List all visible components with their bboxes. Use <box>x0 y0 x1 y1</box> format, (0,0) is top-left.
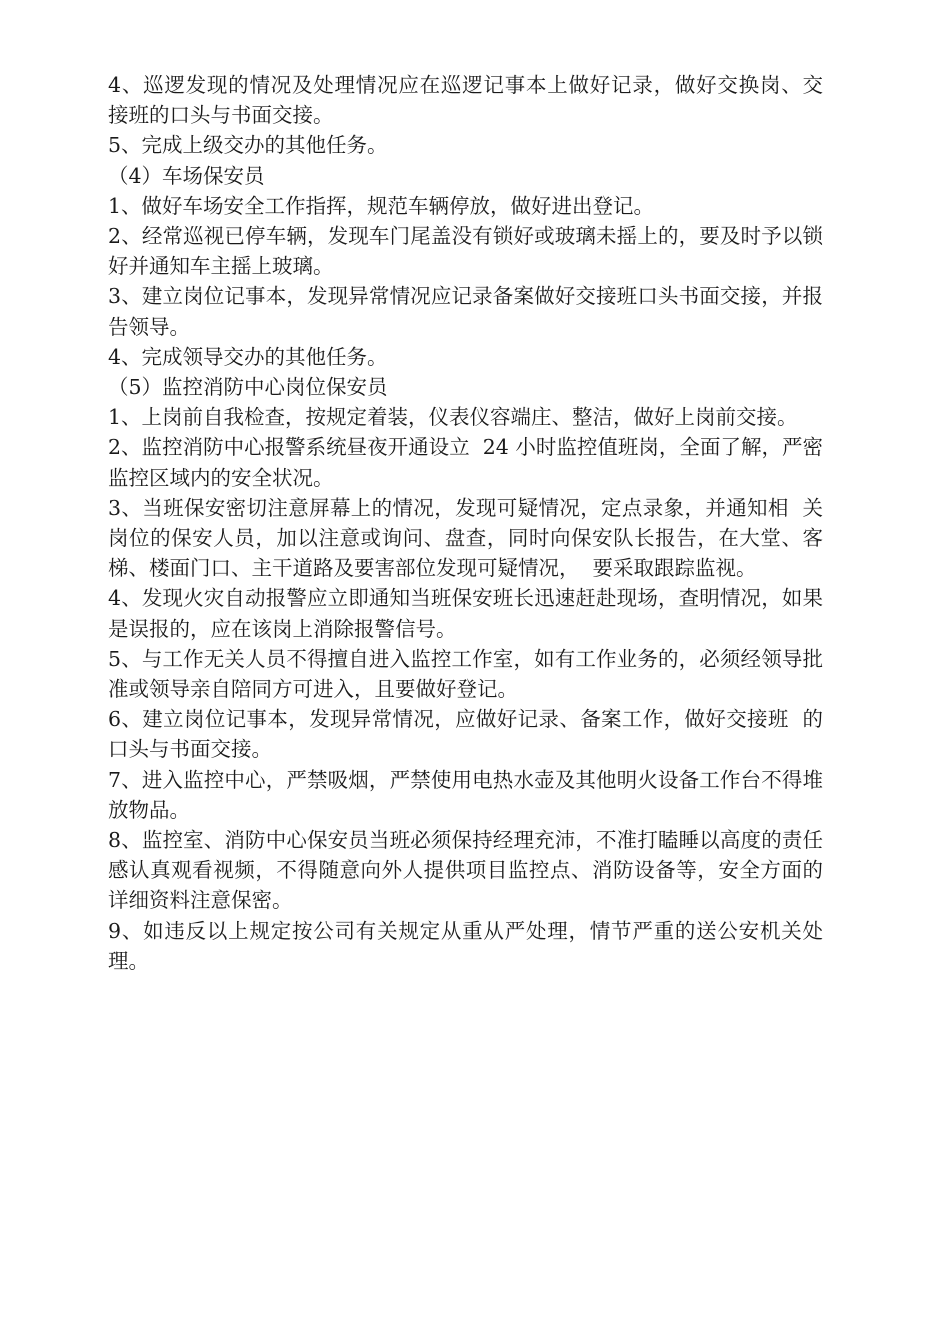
list-item: 4、巡逻发现的情况及处理情况应在巡逻记事本上做好记录，做好交换岗、交 接班的口头与书面交接。 <box>108 73 837 128</box>
list-item: 1、做好车场安全工作指挥，规范车辆停放，做好进出登记。 <box>108 193 655 218</box>
section-heading: （4）车场保安员 <box>108 163 265 188</box>
list-item: 5、与工作无关人员不得擅自进入监控工作室，如有工作业务的，必须经领导批准或领导亲自陪同方可进入，且要做好登记。 <box>108 646 823 702</box>
list-item: 3、建立岗位记事本，发现异常情况应记录备案做好交接班口头书面交接，并报告领导。 <box>108 284 823 339</box>
list-item: 9、如违反以上规定按公司有关规定从重从严处理，情节严重的送公安机关处理。 <box>108 918 823 973</box>
section-heading: （5）监控消防中心岗位保安员 <box>108 375 388 400</box>
list-item: 5、完成上级交办的其他任务。 <box>108 133 388 158</box>
list-item: 4、发现火灾自动报警应立即通知当班保安班长迅速赶赴现场，查明情况，如果是误报的，应在该岗上消除报警信号。 <box>108 586 823 641</box>
list-item: 7、进入监控中心，严禁吸烟，严禁使用电热水壶及其他明火设备工作台不得堆放物品。 <box>108 767 823 822</box>
list-item: 3、当班保安密切注意屏幕上的情况，发现可疑情况，定点录象，并通知相 关岗位的保安人员，加以注意或询问、盘查，同时向保安队长报告，在大堂、客梯、楼面门口、主干道路及要害部位发现可疑情况， 要采取跟踪监视。 <box>108 495 823 581</box>
list-item: 4、完成领导交办的其他任务。 <box>108 344 388 369</box>
list-item: 2、经常巡视已停车辆，发现车门尾盖没有锁好或玻璃未摇上的，要及时予以锁好并通知车主摇上玻璃。 <box>108 224 823 279</box>
list-item: 6、建立岗位记事本，发现异常情况，应做好记录、备案工作，做好交接班 的口头与书面交接。 <box>108 707 823 762</box>
document-body <box>108 70 837 976</box>
list-item: 2、监控消防中心报警系统昼夜开通设立 24 小时监控值班岗，全面了解，严密监控区域内的安全状况。 <box>108 435 823 490</box>
list-item: 1、上岗前自我检查，按规定着装，仪表仪容端庄、整洁，做好上岗前交接。 <box>108 405 798 430</box>
list-item: 8、监控室、消防中心保安员当班必须保持经理充沛，不准打瞌睡以高度的责任感认真观看视频，不得随意向外人提供项目监控点、消防设备等，安全方面的详细资料注意保密。 <box>108 828 823 913</box>
